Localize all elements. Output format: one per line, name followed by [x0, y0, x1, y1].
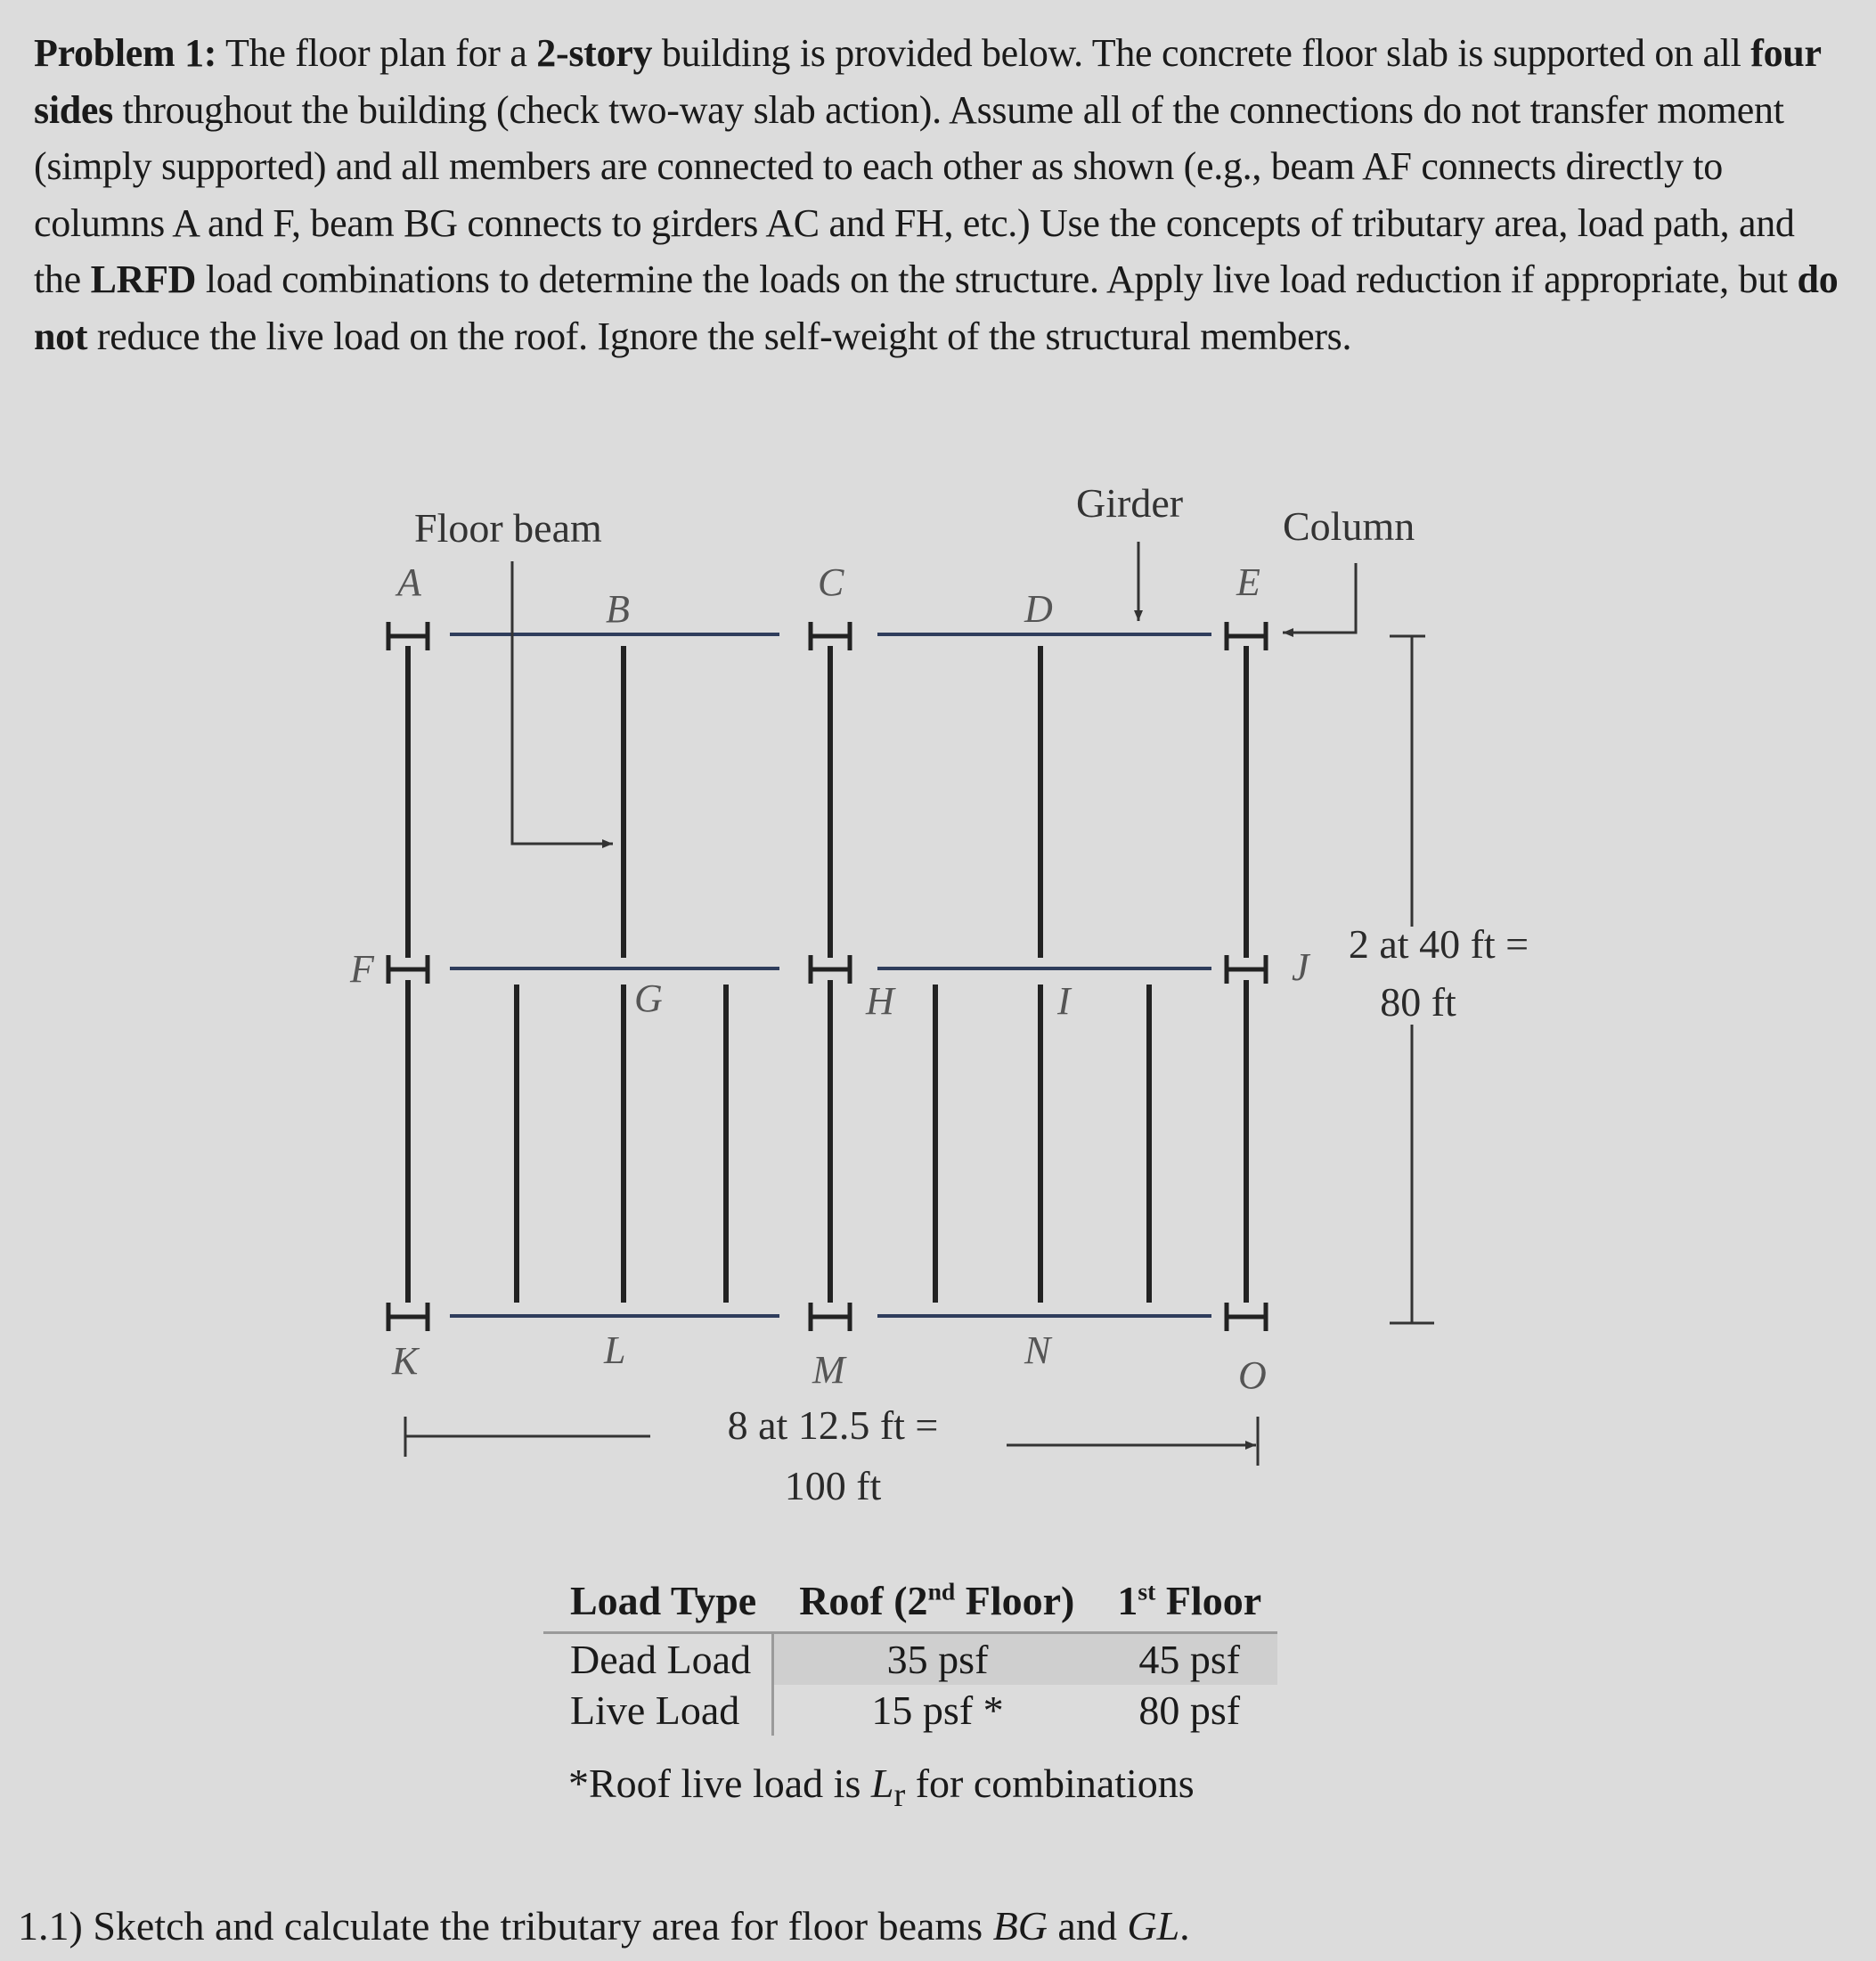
floor-beam-leader — [512, 561, 613, 844]
label-B: B — [606, 587, 630, 631]
column-leader — [1283, 563, 1356, 633]
cell-dead-first: 45 psf — [1090, 1633, 1277, 1686]
header-roof-text: Roof (2 — [799, 1578, 928, 1623]
label-E: E — [1236, 560, 1260, 604]
header-first-sup: st — [1138, 1577, 1156, 1606]
cell-live-first: 80 psf — [1138, 1687, 1241, 1733]
label-K: K — [392, 1339, 419, 1383]
label-O: O — [1238, 1353, 1267, 1397]
column-F — [388, 955, 428, 984]
question-beam-gl: GL — [1127, 1903, 1180, 1949]
question-and: and — [1047, 1903, 1128, 1949]
label-I: I — [1057, 979, 1071, 1023]
cell-live-roof: 15 psf * — [871, 1687, 1004, 1733]
header-first-text: 1 — [1117, 1578, 1138, 1623]
label-F: F — [350, 947, 374, 991]
girder-label: Girder — [1076, 480, 1184, 526]
header-first-floor — [1090, 1577, 1277, 1633]
problem-label: Problem 1: — [34, 31, 217, 75]
label-H: H — [866, 979, 894, 1023]
column-J — [1227, 955, 1266, 984]
plan-labels — [414, 480, 1415, 551]
note-symbol: L — [870, 1761, 894, 1806]
note-pre: *Roof live load is — [568, 1761, 871, 1806]
question-end: . — [1179, 1903, 1190, 1949]
problem-text-5: reduce the live load on the roof. Ignore the self-weight of the structural members. — [87, 314, 1352, 358]
problem-text-3: throughout the building (check two-way slab action). Assume all of the connections do not transfer moment (simply supported) and all members are connected to each other as shown (e.g., beam AF connects directly to columns A and F, beam BG connects to girders AC and FH, etc.) Use the concepts of tributary area, load path, and the — [34, 87, 1795, 301]
table-row-dead — [543, 1633, 1277, 1686]
note-post: for combinations — [905, 1761, 1195, 1806]
header-first-end: Floor — [1155, 1578, 1262, 1623]
header-roof-end: Floor) — [955, 1578, 1075, 1623]
floor-beams — [408, 646, 1246, 1303]
problem-bold-do-not: do not — [34, 257, 1839, 358]
label-C: C — [818, 560, 844, 604]
table-row-live — [543, 1685, 1277, 1736]
label-J: J — [1292, 945, 1309, 989]
label-M: M — [812, 1348, 845, 1392]
label-G: G — [634, 976, 663, 1020]
dim-h-text-2: 100 ft — [784, 1463, 882, 1508]
dim-v-text-2: 80 ft — [1380, 979, 1456, 1025]
cell-dead-label: Dead Load — [543, 1633, 772, 1686]
problem-bold-four-sides: four sides — [34, 31, 1821, 132]
floor-beam-label: Floor beam — [414, 505, 602, 551]
column-H — [811, 955, 850, 984]
leaders — [512, 542, 1356, 844]
label-D: D — [1024, 587, 1053, 631]
question-beam-bg: BG — [992, 1903, 1048, 1949]
column-O — [1227, 1303, 1266, 1331]
label-A: A — [397, 560, 421, 604]
question-1-1 — [18, 1902, 1190, 1949]
cell-live-label: Live Load — [543, 1685, 772, 1736]
column-M — [811, 1303, 850, 1331]
load-table-header — [543, 1577, 1277, 1633]
header-roof-sup: nd — [927, 1577, 956, 1606]
columns — [388, 622, 1266, 1331]
note-subscript: r — [893, 1777, 906, 1815]
dim-h-text-1: 8 at 12.5 ft = — [727, 1402, 939, 1448]
load-table — [543, 1577, 1277, 1736]
question-pre: 1.1) Sketch and calculate the tributary area for floor beams — [18, 1903, 993, 1949]
problem-bold-lrfd: LRFD — [90, 257, 197, 301]
problem-text-4: load combinations to determine the loads on the structure. Apply live load reduction if appropriate, but — [196, 257, 1798, 301]
problem-text-1: The floor plan for a — [216, 31, 537, 75]
label-L: L — [604, 1328, 626, 1372]
dimension-labels — [728, 921, 1529, 1508]
label-N: N — [1024, 1328, 1051, 1372]
dim-v-text-1: 2 at 40 ft = — [1348, 921, 1529, 967]
problem-bold-2-story: 2-story — [536, 31, 653, 75]
dimension-lines — [405, 636, 1434, 1466]
header-roof — [772, 1577, 1090, 1633]
roof-live-note — [568, 1760, 1195, 1815]
column-K — [388, 1303, 428, 1331]
header-load-type: Load Type — [570, 1578, 757, 1623]
problem-text-2: building is provided below. The concrete floor slab is supported on all — [652, 31, 1751, 75]
column-label: Column — [1283, 503, 1415, 549]
cell-dead-roof: 35 psf — [772, 1633, 1090, 1686]
